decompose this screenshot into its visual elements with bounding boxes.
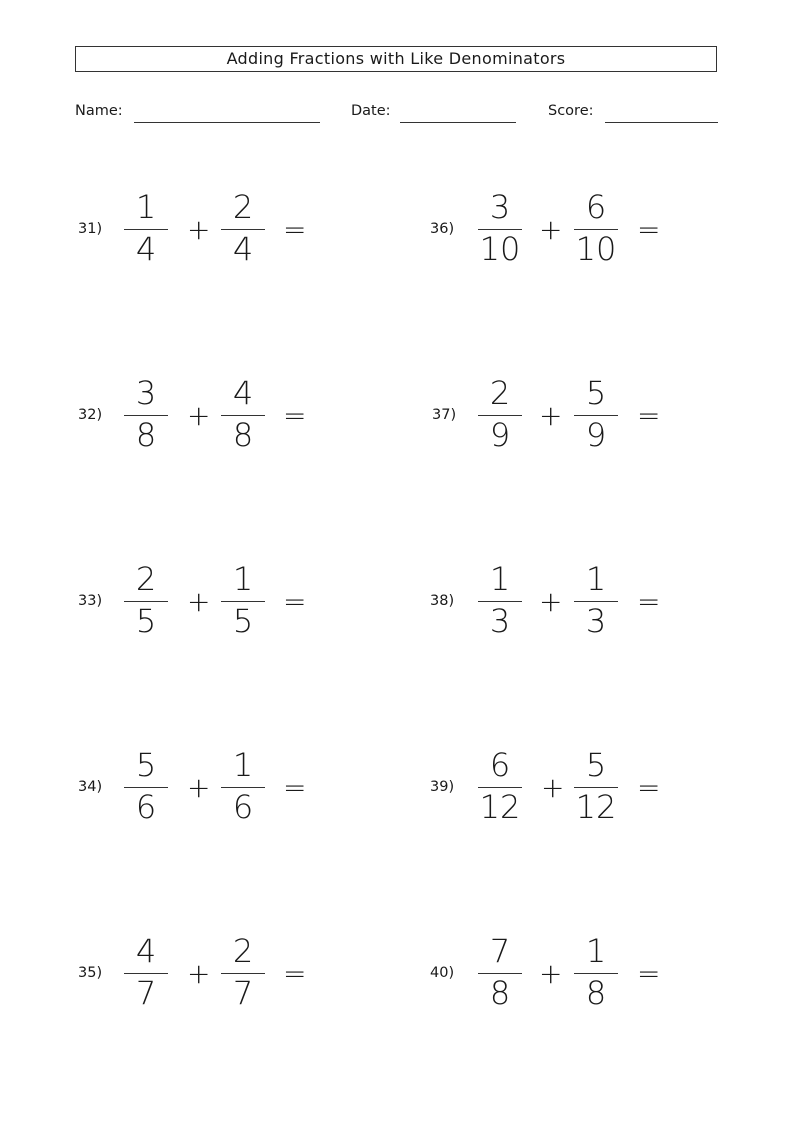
- fraction-a: [478, 186, 522, 276]
- fraction-a: [478, 372, 522, 462]
- problem-number: 36): [430, 221, 455, 237]
- date-label: Date:: [351, 103, 391, 119]
- numerator: 5: [135, 746, 157, 784]
- denominator: 6: [232, 788, 254, 826]
- problem-39: [430, 744, 770, 834]
- numerator: 1: [585, 560, 607, 598]
- plus-sign: +: [539, 399, 563, 432]
- plus-sign: +: [187, 585, 211, 618]
- problem-number: 31): [78, 221, 103, 237]
- fraction-b: [221, 372, 265, 462]
- fraction-a: [124, 186, 168, 276]
- fraction-a: [478, 930, 522, 1020]
- numerator: 3: [135, 374, 157, 412]
- numerator: 4: [135, 932, 157, 970]
- numerator: 1: [489, 560, 511, 598]
- plus-sign: +: [539, 585, 563, 618]
- fraction-b: [574, 186, 618, 276]
- equals-sign: =: [283, 585, 307, 618]
- numerator: 2: [232, 932, 254, 970]
- problem-number: 34): [78, 779, 103, 795]
- plus-sign: +: [541, 771, 565, 804]
- denominator: 4: [232, 230, 254, 268]
- denominator: 8: [232, 416, 254, 454]
- fraction-b: [574, 930, 618, 1020]
- denominator: 6: [135, 788, 157, 826]
- fraction-a: [124, 930, 168, 1020]
- problem-37: [432, 372, 772, 462]
- denominator: 8: [489, 974, 511, 1012]
- equals-sign: =: [637, 213, 661, 246]
- numerator: 6: [489, 746, 511, 784]
- problem-31: [78, 186, 418, 276]
- numerator: 5: [585, 374, 607, 412]
- fraction-a: [478, 744, 522, 834]
- problem-34: [78, 744, 418, 834]
- problem-number: 37): [432, 407, 457, 423]
- equals-sign: =: [637, 957, 661, 990]
- equals-sign: =: [637, 585, 661, 618]
- fraction-a: [124, 744, 168, 834]
- score-line[interactable]: [605, 122, 718, 123]
- equals-sign: =: [637, 771, 661, 804]
- fraction-a: [124, 372, 168, 462]
- problem-number: 39): [430, 779, 455, 795]
- problem-35: [78, 930, 418, 1020]
- plus-sign: +: [187, 957, 211, 990]
- denominator: 3: [585, 602, 607, 640]
- fraction-b: [221, 558, 265, 648]
- problem-40: [430, 930, 770, 1020]
- numerator: 6: [585, 188, 607, 226]
- date-field[interactable]: [351, 103, 516, 123]
- numerator: 1: [135, 188, 157, 226]
- equals-sign: =: [283, 213, 307, 246]
- problem-number: 32): [78, 407, 103, 423]
- numerator: 1: [585, 932, 607, 970]
- denominator: 12: [479, 788, 521, 826]
- numerator: 4: [232, 374, 254, 412]
- problem-number: 38): [430, 593, 455, 609]
- fraction-b: [574, 558, 618, 648]
- denominator: 7: [232, 974, 254, 1012]
- denominator: 8: [135, 416, 157, 454]
- numerator: 7: [489, 932, 511, 970]
- fraction-a: [478, 558, 522, 648]
- numerator: 3: [489, 188, 511, 226]
- numerator: 2: [135, 560, 157, 598]
- denominator: 5: [135, 602, 157, 640]
- name-label: Name:: [75, 103, 123, 119]
- problem-38: [430, 558, 770, 648]
- fraction-b: [574, 744, 618, 834]
- name-line[interactable]: [134, 122, 320, 123]
- score-field[interactable]: [548, 103, 718, 123]
- denominator: 3: [489, 602, 511, 640]
- problem-32: [78, 372, 418, 462]
- score-label: Score:: [548, 103, 594, 119]
- denominator: 5: [232, 602, 254, 640]
- numerator: 5: [585, 746, 607, 784]
- denominator: 4: [135, 230, 157, 268]
- denominator: 10: [575, 230, 617, 268]
- equals-sign: =: [283, 957, 307, 990]
- problem-number: 35): [78, 965, 103, 981]
- numerator: 2: [489, 374, 511, 412]
- equals-sign: =: [637, 399, 661, 432]
- problem-33: [78, 558, 418, 648]
- fraction-b: [574, 372, 618, 462]
- equals-sign: =: [283, 399, 307, 432]
- plus-sign: +: [187, 399, 211, 432]
- plus-sign: +: [187, 213, 211, 246]
- plus-sign: +: [539, 213, 563, 246]
- denominator: 10: [479, 230, 521, 268]
- denominator: 9: [489, 416, 511, 454]
- problem-number: 33): [78, 593, 103, 609]
- numerator: 2: [232, 188, 254, 226]
- date-line[interactable]: [400, 122, 516, 123]
- plus-sign: +: [187, 771, 211, 804]
- plus-sign: +: [539, 957, 563, 990]
- denominator: 7: [135, 974, 157, 1012]
- denominator: 12: [575, 788, 617, 826]
- denominator: 9: [585, 416, 607, 454]
- fraction-b: [221, 744, 265, 834]
- numerator: 1: [232, 560, 254, 598]
- worksheet-title: Adding Fractions with Like Denominators: [75, 46, 717, 72]
- fraction-a: [124, 558, 168, 648]
- fraction-b: [221, 186, 265, 276]
- fraction-b: [221, 930, 265, 1020]
- equals-sign: =: [283, 771, 307, 804]
- name-field[interactable]: [75, 103, 320, 123]
- denominator: 8: [585, 974, 607, 1012]
- problem-number: 40): [430, 965, 455, 981]
- problem-36: [430, 186, 770, 276]
- numerator: 1: [232, 746, 254, 784]
